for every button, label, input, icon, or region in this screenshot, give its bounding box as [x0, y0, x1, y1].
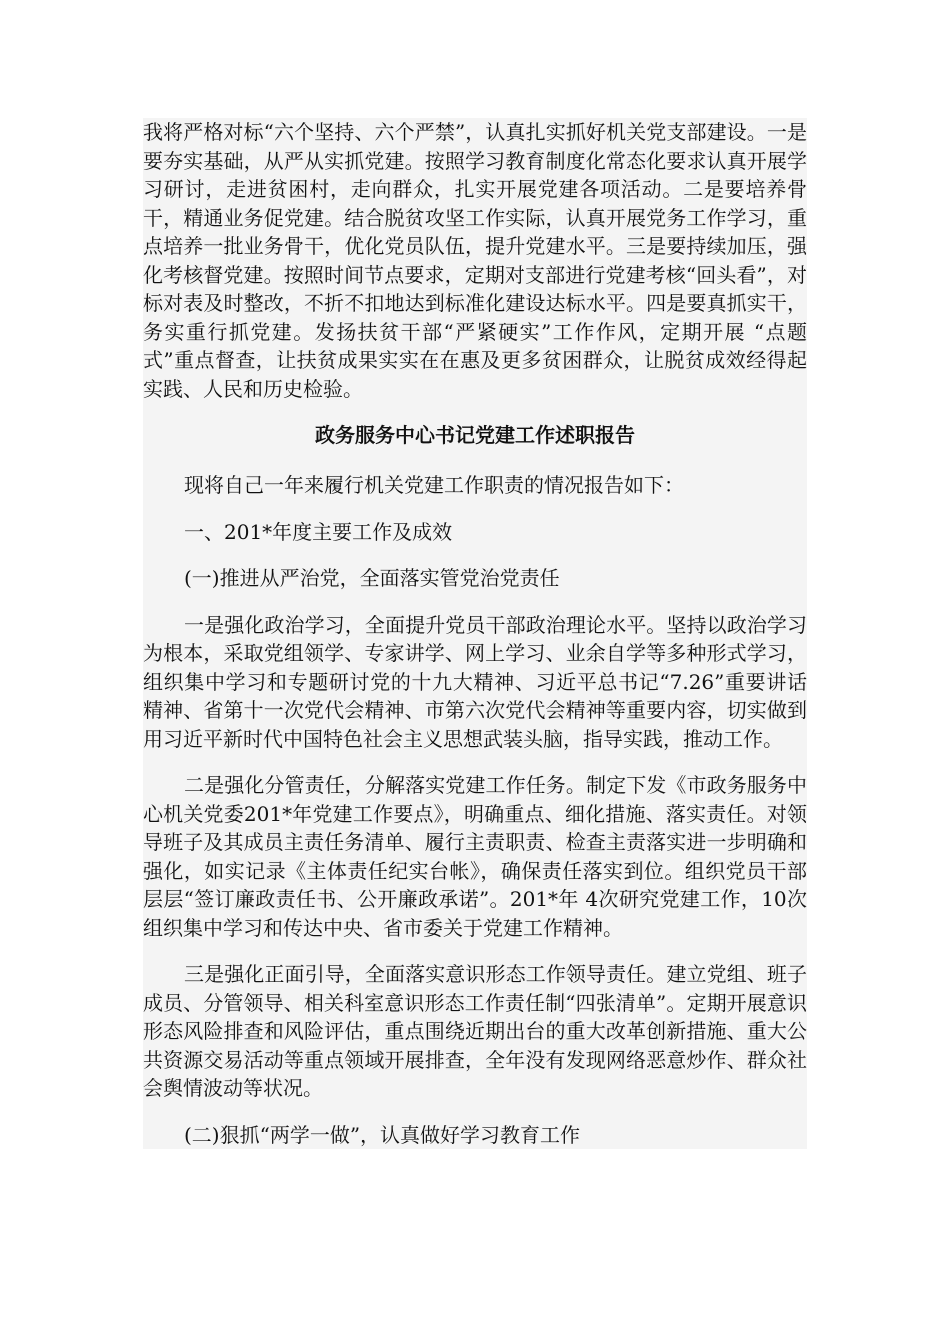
point-two-paragraph: 二是强化分管责任，分解落实党建工作任务。制定下发《市政务服务中心机关党委201*年党建工作要点》，明确重点、细化措施、落实责任。对领导班子及其成员主责任务清单、履行主责职责、检查主责落实进一步明确和强化，如实记录《主体责任纪实台帐》，确保责任落实到位。组织党员干部层层“签订廉政责任书、公开廉政承诺”。201*年 4次研究党建工作，10次组织集中学习和传达中央、省市委关于党建工作精神。 [143, 773, 807, 940]
point-three-paragraph: 三是强化正面引导，全面落实意识形态工作领导责任。建立党组、班子成员、分管领导、相关科室意识形态工作责任制“四张清单”。定期开展意识形态风险排查和风险评估，重点围绕近期出台的重大改革创新措施、重大公共资源交易活动等重点领域开展排查，全年没有发现网络恶意炒作、群众社会舆情波动等状况。 [143, 962, 807, 1100]
report-title: 政务服务中心书记党建工作述职报告 [315, 423, 635, 447]
document-body [143, 118, 807, 1149]
section-one-heading: 一、201*年度主要工作及成效 [184, 519, 453, 544]
subsection-two-heading: (二)狠抓“两学一做”，认真做好学习教育工作 [184, 1122, 581, 1147]
subsection-one-heading: (一)推进从严治党，全面落实管党治党责任 [184, 566, 560, 590]
intro-paragraph: 我将严格对标“六个坚持、六个严禁”，认真扎实抓好机关党支部建设。一是要夯实基础，从严从实抓党建。按照学习教育制度化常态化要求认真开展学习研讨，走进贫困村，走向群众，扎实开展党建各项活动。二是要培养骨干，精通业务促党建。结合脱贫攻坚工作实际，认真开展党务工作学习，重点培养一批业务骨干，优化党员队伍，提升党建水平。三是要持续加压，强化考核督党建。按照时间节点要求，定期对支部进行党建考核“回头看”，对标对表及时整改，不折不扣地达到标准化建设达标水平。四是要真抓实干，务实重行抓党建。发扬扶贫干部“严紧硬实”工作作风，定期开展 “点题式”重点督查，让扶贫成果实实在在惠及更多贫困群众，让脱贫成效经得起实践、人民和历史检验。 [143, 120, 807, 401]
opening-line: 现将自己一年来履行机关党建工作职责的情况报告如下： [184, 473, 684, 497]
point-one-paragraph: 一是强化政治学习，全面提升党员干部政治理论水平。坚持以政治学习为根本，采取党组领学、专家讲学、网上学习、业余自学等多种形式学习，组织集中学习和专题研讨党的十九大精神、习近平总书记“7.26”重要讲话精神、省第十一次党代会精神、市第六次党代会精神等重要内容，切实做到用习近平新时代中国特色社会主义思想武装头脑，指导实践，推动工作。 [143, 612, 807, 751]
